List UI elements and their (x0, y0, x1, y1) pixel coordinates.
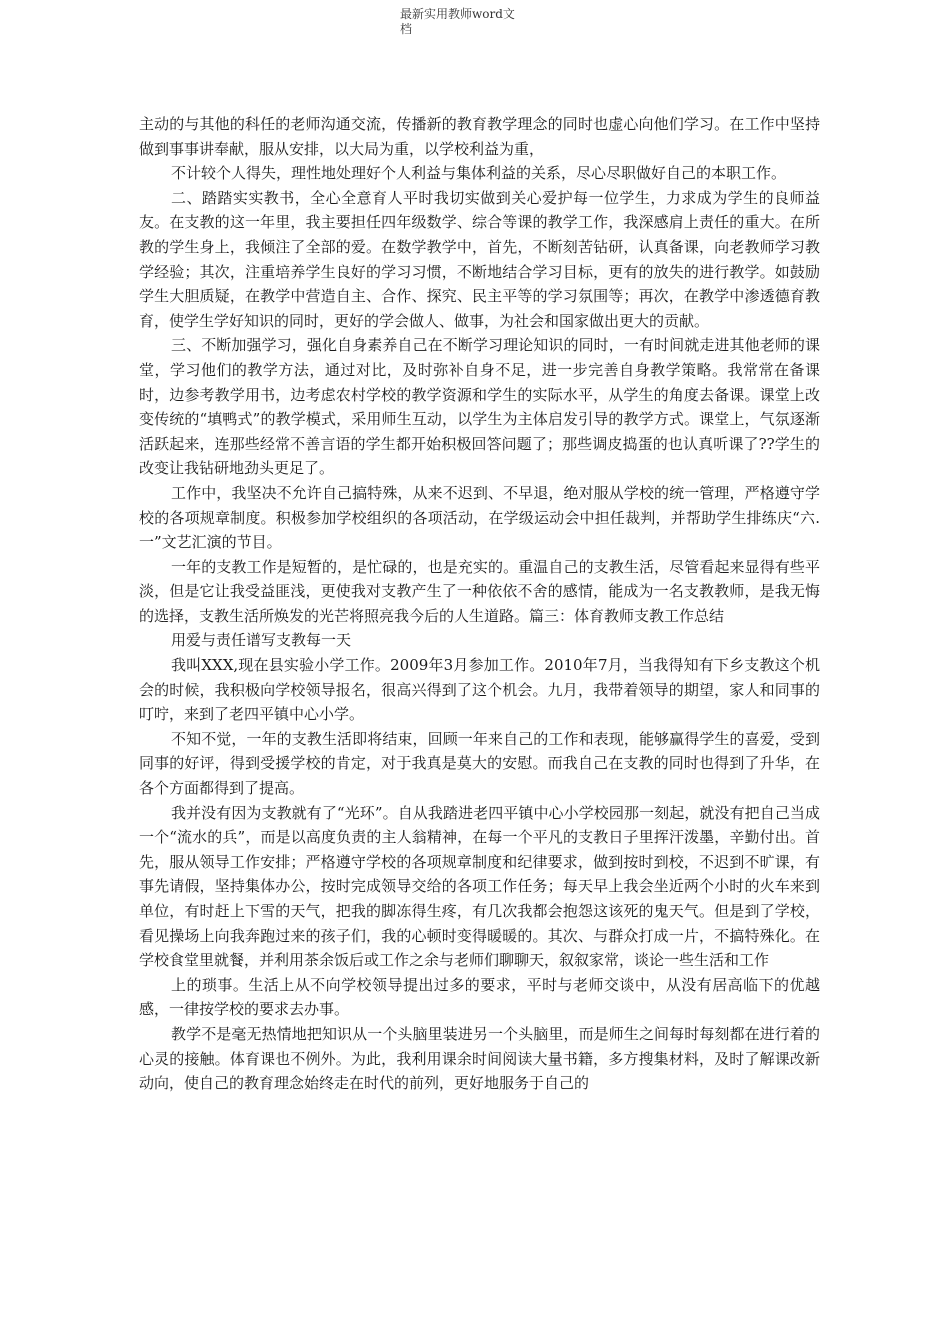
header-title-line-1: 最新实用教师word文 (400, 7, 515, 21)
paragraph-1: 主动的与其他的科任的老师沟通交流，传播新的教育教学理念的同时也虚心向他们学习。在工作中坚持做到事事讲奉献，服从安排，以大局为重，以学校利益为重， (139, 115, 820, 158)
paragraph-5: 工作中，我坚决不允许自己搞特殊，从来不迟到、不早退，绝对服从学校的统一管理，严格遵守学校的各项规章制度。积极参加学校组织的各项活动，在学级运动会中担任裁判，并帮助学生排练庆“六.一”文艺汇演的节目。 (139, 483, 820, 552)
paragraph-11: 上的琐事。生活上从不向学校领导提出过多的要求，平时与老师交谈中，从没有居高临下的优越感，一律按学校的要求去办事。 (139, 975, 820, 1019)
header-title-line-2: 档 (400, 22, 413, 36)
paragraph-4: 三、不断加强学习，强化自身素养自己在不断学习理论知识的同时，一有时间就走进其他老师的课堂，学习他们的教学方法，通过对比，及时弥补自身不足，进一步完善自身教学策略。我常常在备课时，边参考教学用书，边考虑农村学校的教学资源和学生的实际水平，从学生的角度去备课。课堂上改变传统的“填鸭式”的教学模式，采用师生互动，以学生为主体启发引导的教学方式。课堂上，气氛逐渐活跃起来，连那些经常不善言语的学生都开始积极回答问题了；那些调皮捣蛋的也认真听课了??学生的改变让我钻研地劲头更足了。 (139, 336, 820, 478)
paragraph-9: 不知不觉，一年的支教生活即将结束，回顾一年来自己的工作和表现，能够赢得学生的喜爱，受到同事的好评，得到受援学校的肯定，对于我真是莫大的安慰。而我自己在支教的同时也得到了升华，在各个方面都得到了提高。 (139, 729, 820, 798)
section-title: 用爱与责任谱写支教每一天 (171, 631, 352, 650)
paragraph-3: 二、踏踏实实教书，全心全意育人平时我切实做到关心爱护每一位学生，力求成为学生的良师益友。在支教的这一年里，我主要担任四年级数学、综合等课的教学工作，我深感肩上责任的重大。在所教的学生身上，我倾注了全部的爱。在数学教学中，首先，不断刻苦钻研，认真备课，向老教师学习教学经验；其次，注重培养学生良好的学习习惯，不断地结合学习目标，更有的放失的进行教学。如鼓励学生大胆质疑，在教学中营造自主、合作、探究、民主平等的学习氛围等；再次，在教学中渗透德育教育，使学生学好知识的同时，更好的学会做人、做事，为社会和国家做出更大的贡献。 (139, 188, 820, 330)
paragraph-2: 不计较个人得失，理性地处理好个人利益与集体利益的关系，尽心尽职做好自己的本职工作。 (171, 164, 787, 183)
document-body (139, 112, 820, 1096)
paragraph-6: 一年的支教工作是短暂的，是忙碌的，也是充实的。重温自己的支教生活，尽管看起来显得有些平淡，但是它让我受益匪浅，更使我对支教产生了一种依依不舍的感情，能成为一名支教教师，是我无悔的选择，支教生活所焕发的光芒将照亮我今后的人生道路。篇三：体育教师支教工作总结 (139, 557, 820, 625)
paragraph-8: 我叫XXX,现在县实验小学工作。2009年3月参加工作。2010年7月，当我得知有下乡支教这个机会的时候，我积极向学校领导报名，很高兴得到了这个机会。九月，我带着领导的期望，家人和同事的叮咛，来到了老四平镇中心小学。 (139, 656, 820, 724)
page-header (400, 7, 560, 37)
paragraph-10: 我并没有因为支教就有了“光环”。自从我踏进老四平镇中心小学校园那一刻起，就没有把自己当成一个“流水的兵”，而是以高度负责的主人翁精神，在每一个平凡的支教日子里挥汗泼墨，辛勤付出。首先，服从领导工作安排；严格遵守学校的各项规章制度和纪律要求，做到按时到校，不迟到不旷课，有事先请假，坚持集体办公，按时完成领导交给的各项工作任务；每天早上我会坐近两个小时的火车来到单位，有时赶上下雪的天气，把我的脚冻得生疼，有几次我都会抱怨这该死的鬼天气。但是到了学校，看见操场上向我奔跑过来的孩子们，我的心顿时变得暖暖的。其次、与群众打成一片，不搞特殊化。在学校食堂里就餐，并利用茶余饭后或工作之余与老师们聊聊天，叙叙家常，谈论一些生活和工作 (139, 803, 820, 970)
paragraph-12: 教学不是毫无热情地把知识从一个头脑里装进另一个头脑里，而是师生之间每时每刻都在进行着的心灵的接触。体育课也不例外。为此，我利用课余时间阅读大量书籍，多方搜集材料，及时了解课改新动向，使自己的教育理念始终走在时代的前列，更好地服务于自己的 (139, 1024, 820, 1093)
